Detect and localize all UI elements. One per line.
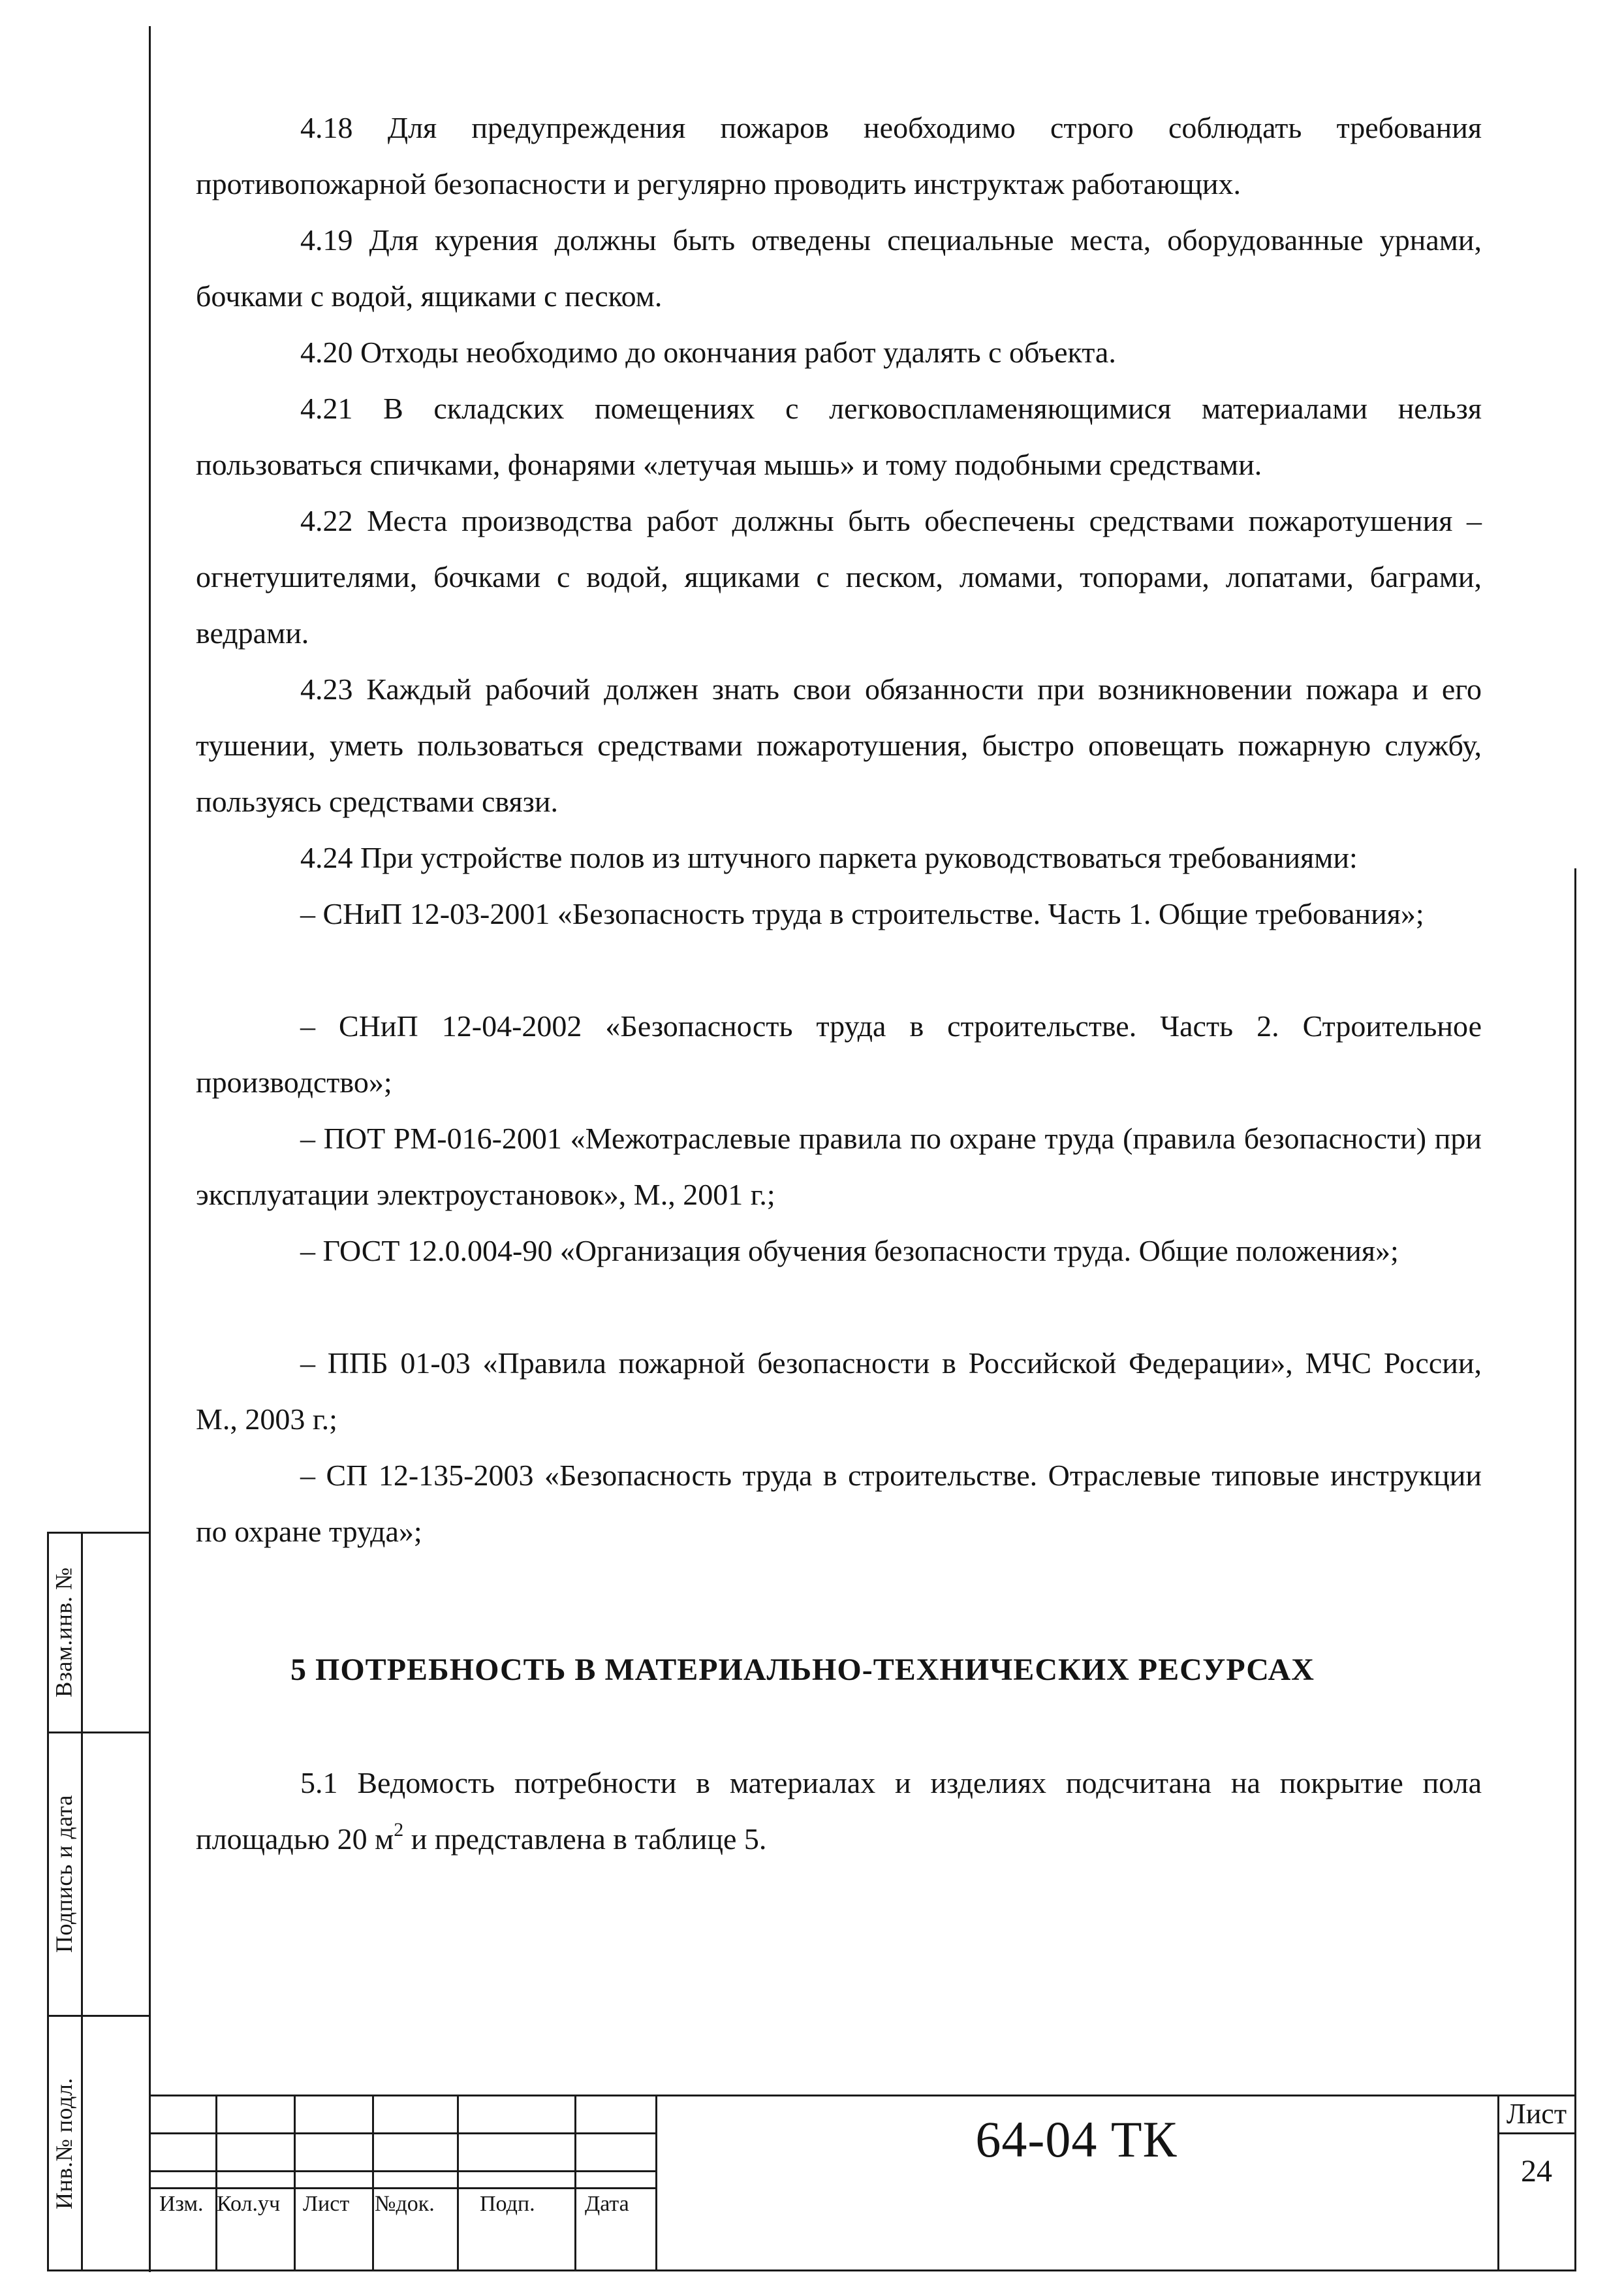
paragraph-4-22: 4.22 Места производства работ должны быть обеспечены средствами пожаротушения – огнетушителями, бочками с водой, ящиками с песком, ломами, топорами, лопатами, баграми, ведрами. xyxy=(196,504,1482,650)
col-podp-label: Подп. xyxy=(480,2192,535,2216)
frame-right-border xyxy=(1574,868,1576,2271)
requirement-item: – ГОСТ 12.0.004-90 «Организация обучения безопасности труда. Общие положения»; xyxy=(300,1234,1399,1267)
side-label-vzam-text: Взам.инв. № xyxy=(51,1567,77,1698)
paragraph-4-21: 4.21 В складских помещениях с легковоспламеняющимися материалами нельзя пользоваться спичками, фонарями «летучая мышь» и тому подобными средствами. xyxy=(196,392,1482,481)
side-stamp-div-2 xyxy=(47,2015,149,2017)
sheet-number: 24 xyxy=(1521,2154,1552,2189)
paragraph-4-19: 4.19 Для курения должны быть отведены специальные места, оборудованные урнами, бочками с водой, ящиками с песком. xyxy=(196,223,1482,313)
title-col-line xyxy=(574,2095,576,2271)
paragraph-4-20: 4.20 Отходы необходимо до окончания работ удалять с объекта. xyxy=(300,336,1116,369)
requirement-item: – ПОТ РМ-016-2001 «Межотраслевые правила по охране труда (правила безопасности) при эксплуатации электроустановок», М., 2001 г.; xyxy=(196,1122,1482,1211)
sheet-cell-divider xyxy=(1497,2132,1576,2134)
side-label-podpis-text: Подпись и дата xyxy=(51,1795,78,1953)
requirement-item: – СНиП 12-04-2002 «Безопасность труда в строительстве. Часть 2. Строительное производство»; xyxy=(196,1009,1482,1099)
requirement-item: – СНиП 12-03-2001 «Безопасность труда в строительстве. Часть 1. Общие требования»; xyxy=(300,897,1424,930)
title-col-line xyxy=(294,2095,296,2271)
requirement-item: – ППБ 01-03 «Правила пожарной безопасности в Российской Федерации», МЧС России, М., 2003 г.; xyxy=(196,1346,1482,1436)
requirement-item: – СП 12-135-2003 «Безопасность труда в строительстве. Отраслевые типовые инструкции по охране труда»; xyxy=(196,1459,1482,1548)
paragraph-5-1-tail: и представлена в таблице 5. xyxy=(403,1822,767,1856)
side-label-podpis xyxy=(47,1734,81,2014)
document-code: 64-04 ТК xyxy=(975,2111,1178,2168)
title-block-row-1 xyxy=(149,2132,655,2134)
side-label-vzam xyxy=(47,1534,81,1730)
paragraph-4-18: 4.18 Для предупреждения пожаров необходимо строго соблюдать требования противопожарной безопасности и регулярно проводить инструктаж работающих. xyxy=(196,111,1482,200)
frame-left-border xyxy=(149,26,151,2272)
title-block-row-3 xyxy=(149,2187,655,2189)
frame-bottom-border xyxy=(47,2269,1576,2271)
title-col-line xyxy=(215,2095,217,2271)
col-data-label: Дата xyxy=(585,2192,629,2216)
side-label-inv xyxy=(47,2017,81,2269)
col-izm-label: Изм. xyxy=(159,2192,204,2216)
col-list-label: Лист xyxy=(303,2192,350,2216)
paragraph-5-1-text: 5.1 Ведомость потребности в материалах и изделиях подсчитана на покрытие пола площадью 20 м xyxy=(196,1766,1482,1856)
side-stamp-top xyxy=(47,1532,149,1534)
title-block-row-2 xyxy=(149,2170,655,2172)
title-col-line xyxy=(457,2095,459,2271)
col-ndok-label: №док. xyxy=(375,2192,435,2216)
side-stamp-div-1 xyxy=(47,1732,149,1733)
paragraph-4-24: 4.24 При устройстве полов из штучного паркета руководствоваться требованиями: xyxy=(300,841,1358,874)
title-col-line xyxy=(372,2095,374,2271)
section-5-heading: 5 ПОТРЕБНОСТЬ В МАТЕРИАЛЬНО-ТЕХНИЧЕСКИХ РЕСУРСАХ xyxy=(290,1653,1315,1687)
paragraph-5-1 xyxy=(196,1755,1482,1867)
square-superscript: 2 xyxy=(394,1818,404,1841)
sheet-label: Лист xyxy=(1506,2098,1567,2130)
side-stamp-inner-line xyxy=(81,1532,83,2271)
side-label-inv-text: Инв.№ подл. xyxy=(51,2078,77,2209)
paragraph-4-23: 4.23 Каждый рабочий должен знать свои обязанности при возникновении пожара и его тушении, уметь пользоваться средствами пожаротушения, быстро оповещать пожарную службу, пользуясь средствами связи. xyxy=(196,672,1482,818)
title-block-top xyxy=(149,2095,1576,2096)
col-kolvo-label: Кол.уч xyxy=(217,2192,281,2216)
